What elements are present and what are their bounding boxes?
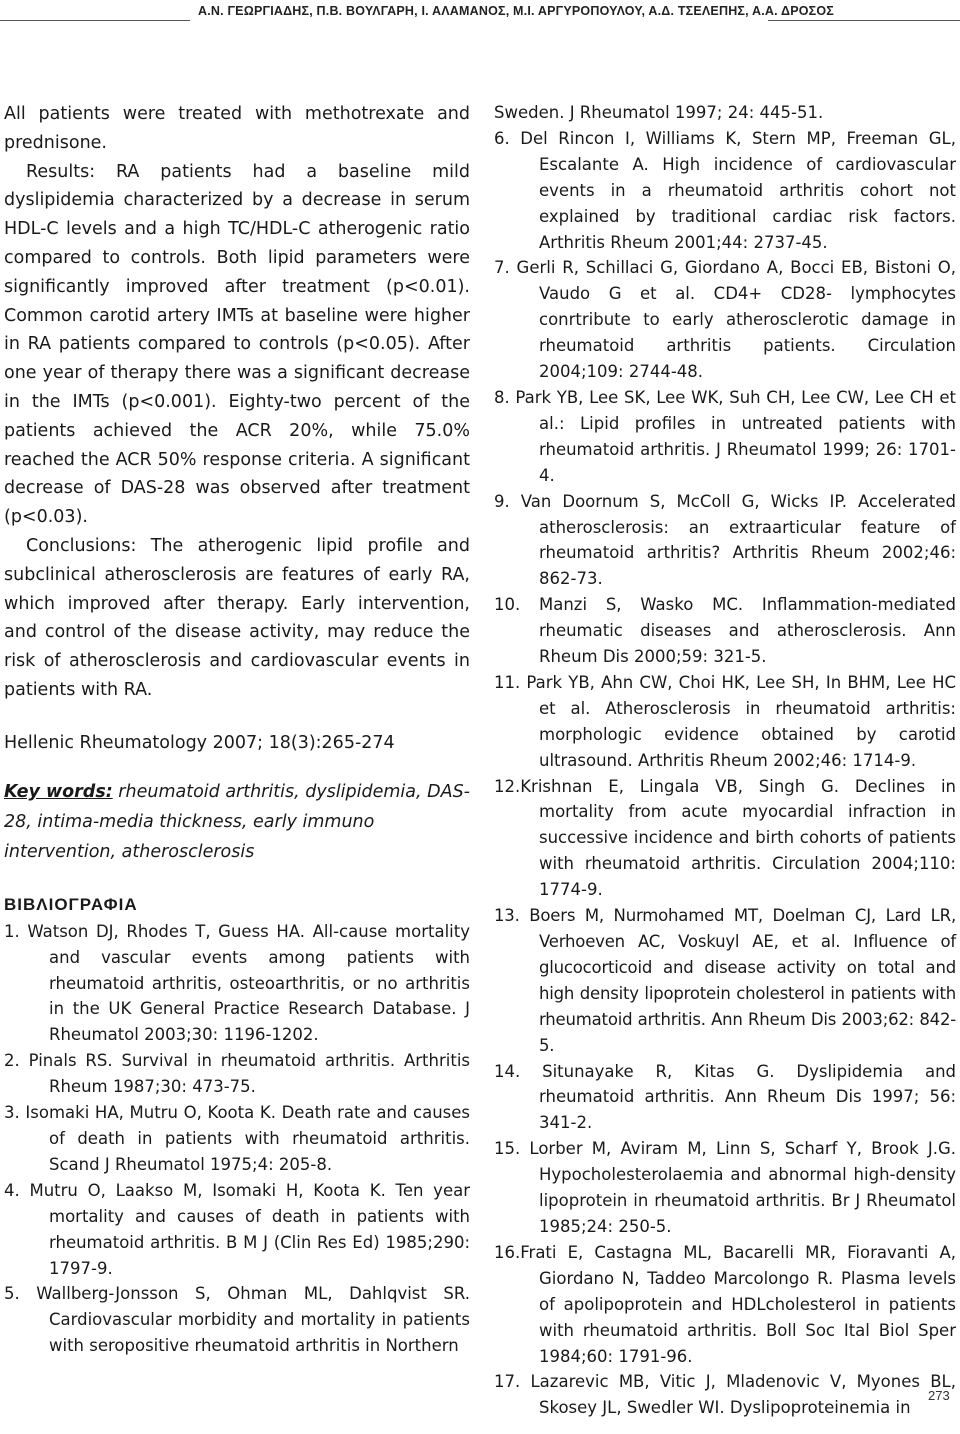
left-column: [4, 100, 470, 1359]
reference-item: 5. Wallberg-Jonsson S, Ohman ML, Dahlqvist SR. Cardiovascular morbidity and mortality in patients with seropositive rheumatoid arthritis in Northern: [4, 1284, 470, 1356]
reference-item: 4. Mutru O, Laakso M, Isomaki H, Koota K. Ten year mortality and causes of death in patients with rheumatoid arthritis. B M J (Clin Res Ed) 1985;290: 1797-9.: [4, 1180, 470, 1278]
reference-item: 17. Lazarevic MB, Vitic J, Mladenovic V, Myones BL, Skosey JL, Swedler WI. Dyslipoproteinemia in: [494, 1372, 956, 1418]
reference-item-continued: Sweden. J Rheumatol 1997; 24: 445-51.: [494, 103, 824, 122]
reference-item: 11. Park YB, Ahn CW, Choi HK, Lee SH, In BHM, Lee HC et al. Atherosclerosis in rheumatoid arthritis: morphologic evidence obtained by carotid ultrasound. Arthritis Rheum 2002;46: 1714-9.: [494, 672, 956, 770]
running-header: [0, 0, 960, 30]
abstract-methods-tail: All patients were treated with methotrexate and prednisone.: [4, 104, 470, 153]
reference-list-left: [4, 919, 470, 1359]
page-number: 273: [928, 1388, 950, 1403]
reference-item: 2. Pinals RS. Survival in rheumatoid arthritis. Arthritis Rheum 1987;30: 473-75.: [4, 1051, 470, 1097]
reference-item: 8. Park YB, Lee SK, Lee WK, Suh CH, Lee CW, Lee CH et al.: Lipid profiles in untreated patients with rheumatoid arthritis. J Rheumatol 1999; 26: 1701-4.: [494, 387, 956, 485]
header-authors: Α.Ν. ΓΕΩΡΓΙΑΔΗΣ, Π.Β. ΒΟΥΛΓΑΡΗ, Ι. ΑΛΑΜΑΝΟΣ, Μ.Ι. ΑΡΓΥΡΟΠΟΥΛΟΥ, Α.Δ. ΤΣΕΛΕΠΗΣ, Α.Α. ΔΡΟΣΟΣ: [198, 4, 834, 18]
right-column: [494, 100, 956, 1421]
reference-item: 10. Manzi S, Wasko MC. Inflammation-mediated rheumatic diseases and atherosclerosis. Ann Rheum Dis 2000;59: 321-5.: [494, 595, 956, 667]
keywords-text: rheumatoid arthritis, dyslipidemia, DAS-28, intima-media thickness, early immuno intervention, atherosclerosis: [4, 781, 470, 862]
reference-item: 6. Del Rincon I, Williams K, Stern MP, Freeman GL, Escalante A. High incidence of cardiovascular events in a rheumatoid arthritis cohort not explained by traditional cardiac risk factors. Arthritis Rheum 2001;44: 2737-45.: [494, 128, 956, 252]
journal-citation: Hellenic Rheumatology 2007; 18(3):265-274: [4, 732, 395, 753]
reference-item: 9. Van Doornum S, McColl G, Wicks IP. Accelerated atherosclerosis: an extraarticular feature of rheumatoid arthritis? Arthritis Rheum 2002;46: 862-73.: [494, 491, 956, 589]
reference-item: 13. Boers M, Nurmohamed MT, Doelman CJ, Lard LR, Verhoeven AC, Voskuyl AE, et al. Influence of glucocorticoid and disease activity on total and high density lipoprotein cholesterol in patients with rheumatoid arthritis. Ann Rheum Dis 2003;62: 842-5.: [494, 906, 956, 1055]
header-rule-left: [0, 20, 190, 21]
reference-item: 16.Frati E, Castagna ML, Bacarelli MR, Fioravanti A, Giordano N, Taddeo Marcolongo R. Plasma levels of apolipoprotein and HDLcholesterol in patients with rheumatoid arthritis. Boll Soc Ital Biol Sper 1984;60: 1791-96.: [494, 1242, 956, 1366]
abstract-results: Results: RA patients had a baseline mild dyslipidemia characterized by a decrease in serum HDL-C levels and a high TC/HDL-C atherogenic ratio compared to controls. Both lipid parameters were significantly improved after treatment (p<0.01). Common carotid artery IMTs at baseline were higher in RA patients compared to controls (p<0.05). After one year of therapy there was a significant decrease in the IMTs (p<0.001). Eighty-two percent of the patients achieved the ACR 20%, while 75.0% reached the ACR 50% response criteria. A significant decrease of DAS-28 was observed after treatment (p<0.03).: [4, 161, 470, 528]
keywords-label: Key words:: [4, 781, 113, 802]
bibliography-heading: ΒΙΒΛΙΟΓΡΑΦΙΑ: [4, 894, 138, 914]
reference-list-right: [494, 100, 956, 1421]
reference-item: 1. Watson DJ, Rhodes T, Guess HA. All-cause mortality and vascular events among patients with rheumatoid arthritis, osteoarthritis, or no arthritis in the UK General Practice Research Database. J Rheumatol 2003;30: 1196-1202.: [4, 921, 470, 1045]
reference-item: 3. Isomaki HA, Mutru O, Koota K. Death rate and causes of death in patients with rheumatoid arthritis. Scand J Rheumatol 1975;4: 205-8.: [4, 1103, 470, 1174]
reference-item: 15. Lorber M, Aviram M, Linn S, Scharf Y, Brook J.G. Hypocholesterolaemia and abnormal high-density lipoprotein in rheumatoid arthritis. Br J Rheumatol 1985;24: 250-5.: [494, 1139, 956, 1236]
keywords: [4, 777, 470, 867]
abstract-conclusions: Conclusions: The atherogenic lipid profile and subclinical atherosclerosis are features of early RA, which improved after therapy. Early intervention, and control of the disease activity, may reduce the risk of atherosclerosis and cardiovascular events in patients with RA.: [4, 535, 470, 700]
reference-item: 14. Situnayake R, Kitas G. Dyslipidemia and rheumatoid arthritis. Ann Rheum Dis 1997; 56: 341-2.: [494, 1061, 956, 1133]
reference-item: 7. Gerli R, Schillaci G, Giordano A, Bocci EB, Bistoni O, Vaudo G et al. CD4+ CD28- lymphocytes conrtribute to early atherosclerotic damage in rheumatoid arthritis patients. Circulation 2004;109: 2744-48.: [494, 258, 956, 382]
header-rule-right: [768, 20, 960, 21]
reference-item: 12.Krishnan E, Lingala VB, Singh G. Declines in mortality from acute myocardial infraction in successive incidence and birth cohorts of patients with rheumatoid arthritis. Circulation 2004;110: 1774-9.: [494, 776, 956, 900]
